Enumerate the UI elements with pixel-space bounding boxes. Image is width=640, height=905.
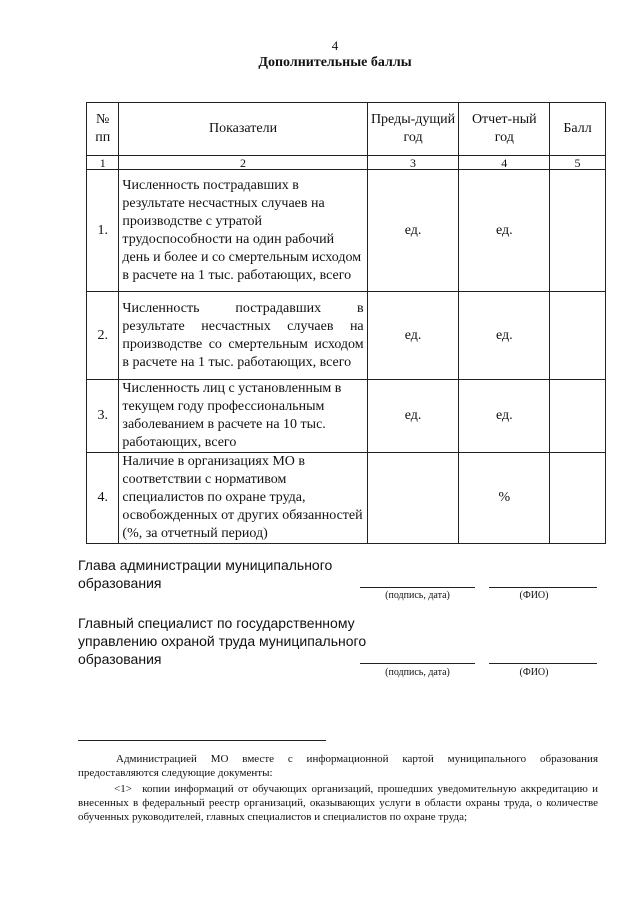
col-number: 3	[367, 156, 459, 170]
footnote-item	[78, 782, 598, 824]
column-number-row	[87, 156, 606, 170]
signature-caption: (подпись, дата)	[385, 590, 450, 601]
footnote-intro	[78, 752, 598, 780]
signature-label-head: Глава администрации муниципального образования	[78, 557, 333, 591]
col-number: 4	[459, 156, 550, 170]
row-prev-year: ед.	[367, 380, 459, 453]
signature-label-specialist: Главный специалист по государственному управлению охраной труда муниципального образования	[78, 615, 367, 667]
header-indicator: Показатели	[119, 103, 367, 156]
footnote-intro-text: Администрацией МО вместе с информационной картой муниципального образования предоставляются следующие документы:	[78, 753, 598, 779]
row-number: 2.	[87, 292, 119, 380]
row-prev-year: ед.	[367, 170, 459, 292]
name-caption: (ФИО)	[519, 590, 549, 601]
table-header-row	[87, 103, 606, 156]
row-curr-year: ед.	[459, 170, 550, 292]
footnote-item-text: копии информаций от обучающих организаций, прошедших уведомительную аккредитацию и внесенных в федеральный реестр организаций, оказывающих услуги в области охраны труда, о количестве обученных руководителей, главных специалистов и специалистов по охране труда;	[78, 783, 599, 823]
row-curr-year: ед.	[459, 380, 550, 453]
header-curr-year: Отчет-ный год	[459, 103, 550, 156]
row-curr-year: %	[459, 453, 550, 544]
name-line	[489, 663, 597, 664]
col-number: 2	[119, 156, 367, 170]
signature-line	[360, 663, 475, 664]
page-title: Дополнительные баллы	[258, 55, 412, 70]
table-row	[87, 380, 606, 453]
name-caption: (ФИО)	[519, 667, 549, 678]
col-number: 1	[87, 156, 119, 170]
page-number: 4	[331, 38, 339, 53]
row-score	[550, 170, 606, 292]
footnote-separator	[78, 740, 326, 741]
signature-caption: (подпись, дата)	[385, 667, 450, 678]
row-indicator: Численность пострадавших в результате несчастных случаев на производстве со смертельным исходом в расчете на 1 тыс. работающих, всего	[119, 292, 367, 380]
table-row	[87, 453, 606, 544]
table-row	[87, 170, 606, 292]
row-prev-year: ед.	[367, 292, 459, 380]
row-prev-year	[367, 453, 459, 544]
col-number: 5	[550, 156, 606, 170]
header-no: № пп	[87, 103, 119, 156]
footnote-marker: <1>	[114, 783, 132, 795]
scores-table	[86, 102, 606, 544]
row-indicator: Наличие в организациях МО в соответствии с нормативом специалистов по охране труда, освобожденных от других обязанностей (%, за отчетный период)	[119, 453, 367, 544]
row-curr-year: ед.	[459, 292, 550, 380]
name-line	[489, 587, 597, 588]
row-score	[550, 380, 606, 453]
row-score	[550, 453, 606, 544]
row-number: 3.	[87, 380, 119, 453]
header-prev-year: Преды-дущий год	[367, 103, 459, 156]
header-score: Балл	[550, 103, 606, 156]
row-number: 4.	[87, 453, 119, 544]
row-indicator: Численность лиц с установленным в текущем году профессиональным заболеванием в расчете на 10 тыс. работающих, всего	[119, 380, 367, 453]
signature-line	[360, 587, 475, 588]
row-indicator: Численность пострадавших в результате несчастных случаев на производстве с утратой трудоспособности на один рабочий день и более и со смертельным исходом в расчете на 1 тыс. работающих, всего	[119, 170, 367, 292]
row-number: 1.	[87, 170, 119, 292]
table-row	[87, 292, 606, 380]
row-score	[550, 292, 606, 380]
